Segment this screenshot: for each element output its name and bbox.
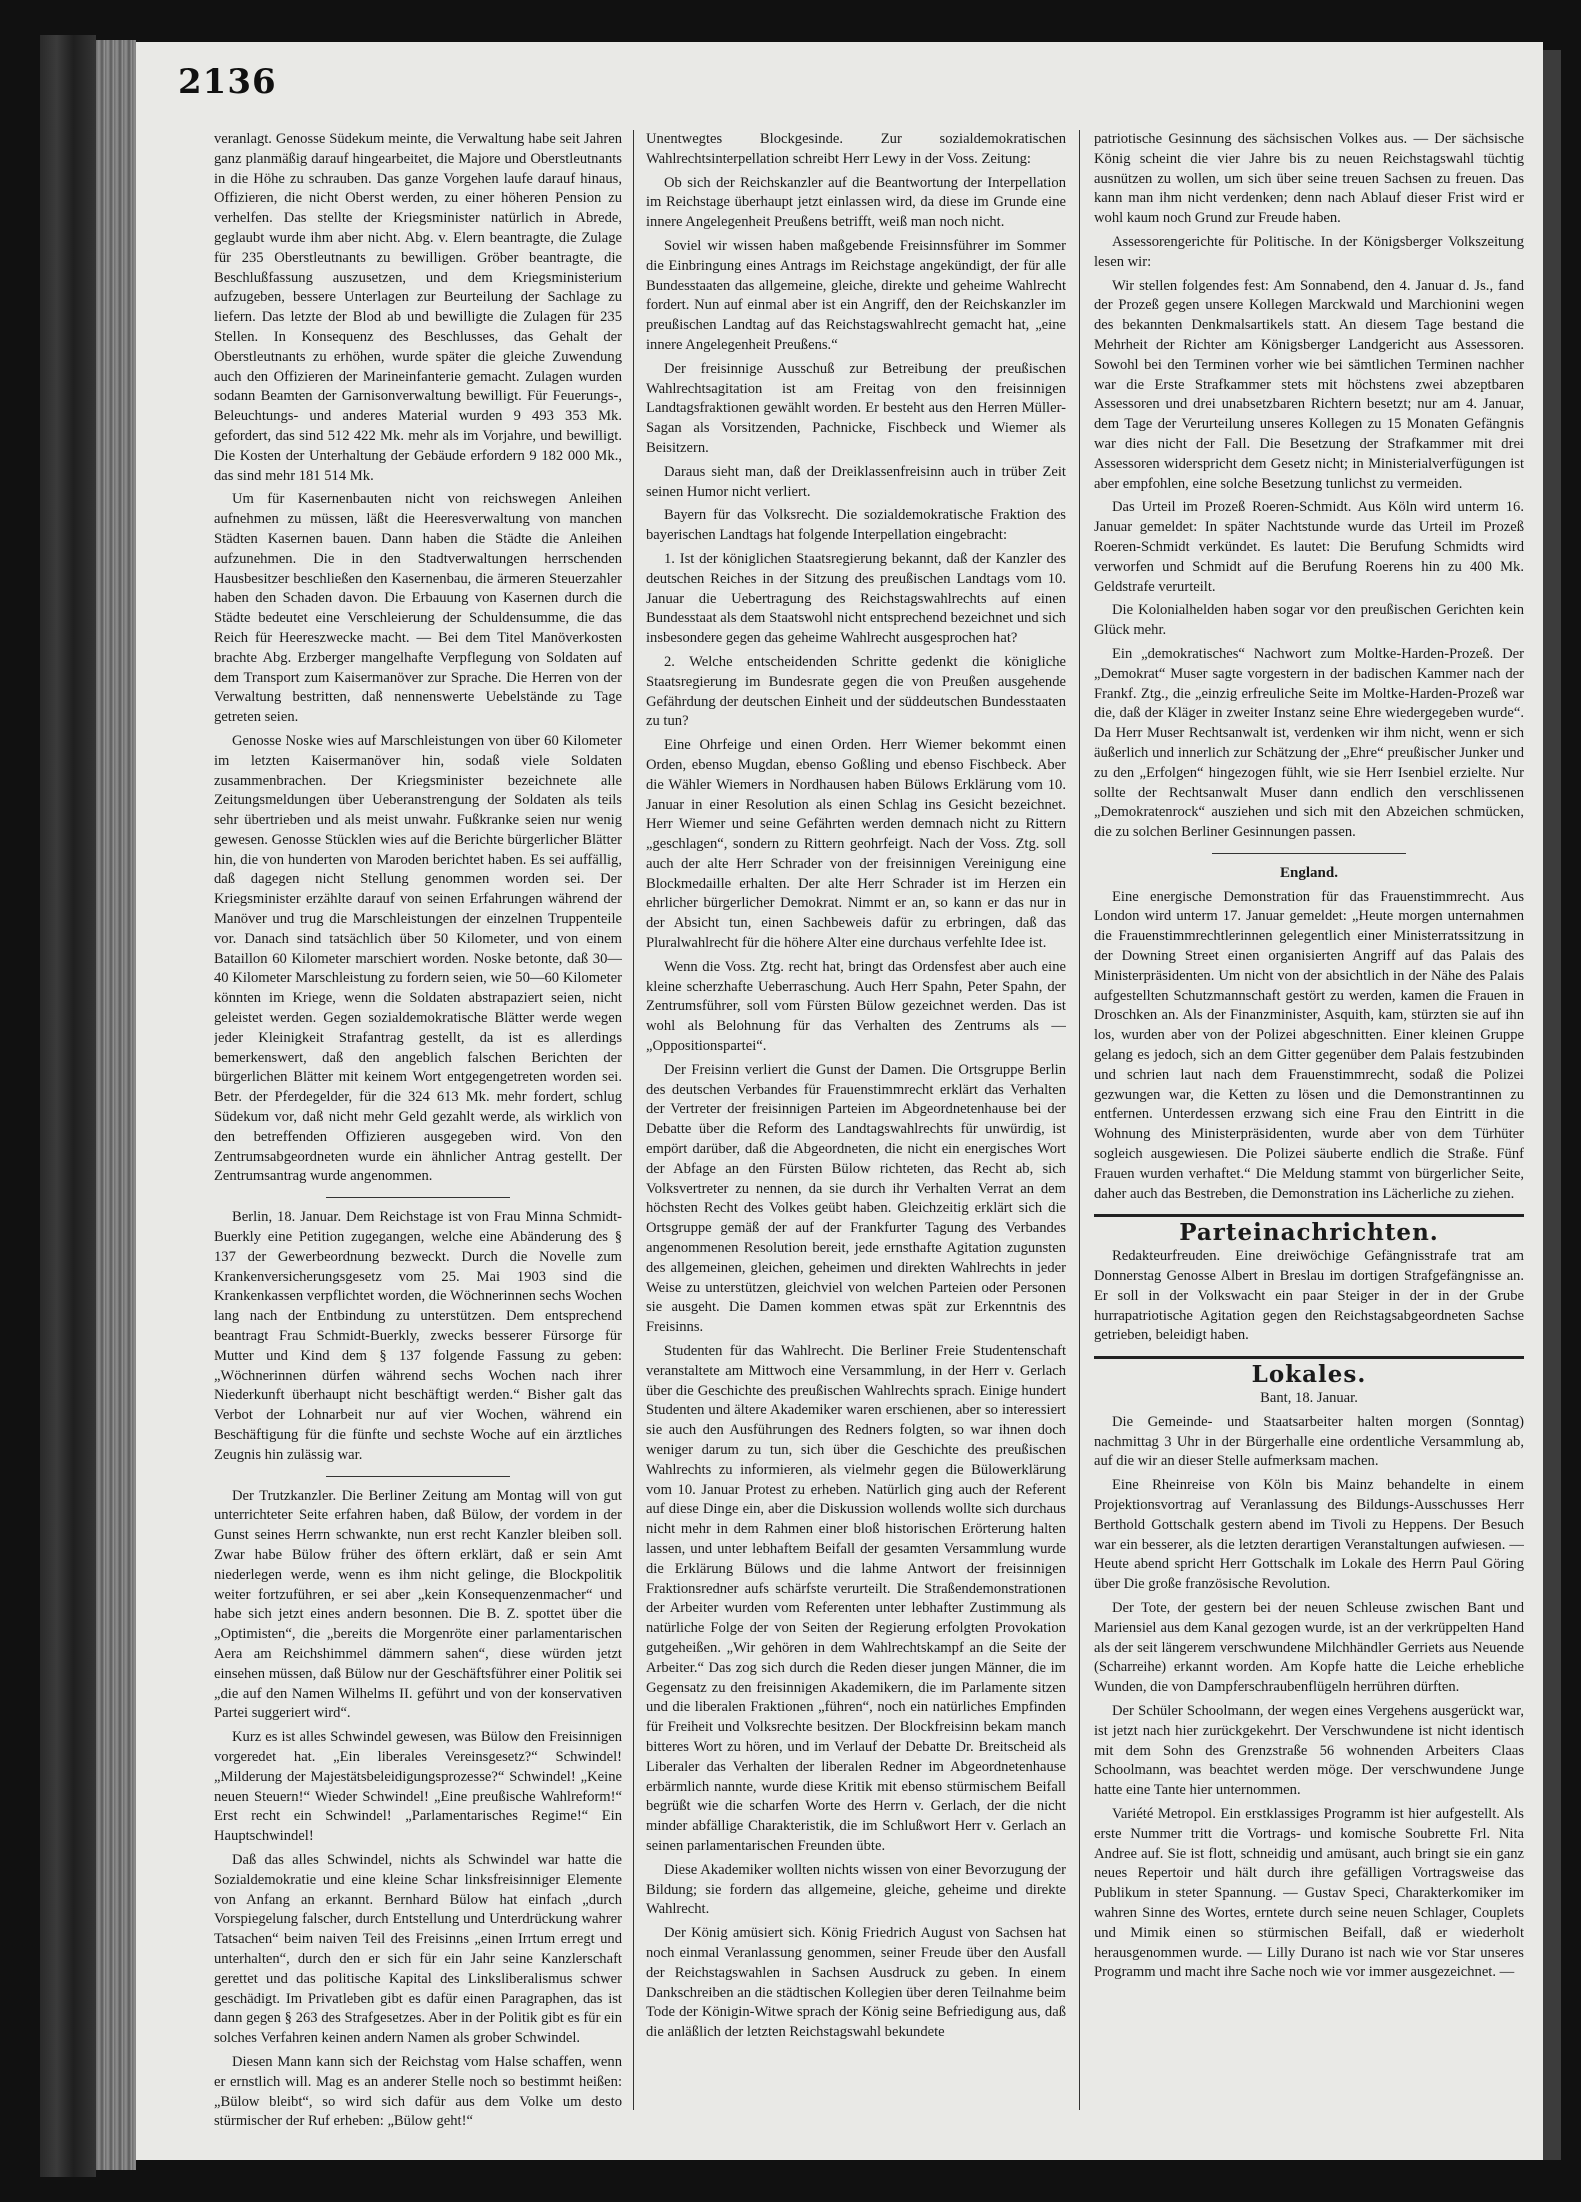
column-2 xyxy=(646,130,1066,2140)
article-text: Eine Ohrfeige und einen Orden. Herr Wiemer bekommt einen Orden, ebenso Mugdan, ebenso Goßling und ebenso Fischbeck. Aber die Wähler Wiemers in Nordhausen haben Bülows Erklärung vom 10. Januar in einer Resolution als einen Schlag ins Gesicht bezeichnet. Herr Wiemer und seine Gefährten werden demnach nicht zu Rittern „geschlagen“, sondern zu Rittern geohrfeigt. Nach der Voss. Ztg. soll auch der alte Herr Schrader von der freisinnigen Vereinigung eine Blockmedaille erhalten. Der alte Herr Schrader ist im Herzen ein ehrlicher bürgerlicher Demokrat. Nimmt er an, so kann er das nur in der Absicht tun, einen Sachbeweis dafür zu erbringen, daß das Pluralwahlrecht für die höhere Alter eine durchaus verfehlte Idee ist. xyxy=(646,737,1066,952)
article-text: Das Urteil im Prozeß Roeren-Schmidt. Aus Köln wird unterm 16. Januar gemeldet: In später Nachtstunde wurde das Urteil im Prozeß Roeren-Schmidt verkündet. Es lautet: Die Berufung Schmidts wird verworfen und Schmidt auf die Berufung Roerens hin zu 400 Mk. Geldstrafe verurteilt. xyxy=(1094,499,1524,595)
article-text: Berlin, 18. Januar. Dem Reichstage ist von Frau Minna Schmidt-Buerkly eine Petition zugegangen, welche eine Abänderung des § 137 der Gewerbeordnung bezweckt. Durch die Novelle zum Krankenversicherungsgesetz vom 25. Mai 1903 sind die Krankenkassen verpflichtet worden, die Wöchnerinnen sechs Wochen lang nach der Entbindung zu unterstützen. Dem entsprechend beantragt Frau Schmidt-Buerkly, zwecks besserer Fürsorge für Mutter und Kind dem § 137 folgende Fassung zu geben: „Wöchnerinnen dürfen während sechs Wochen nach ihrer Niederkunft überhaupt nicht beschäftigt werden.“ Bisher galt das Verbot der Lohnarbeit nur auf vier Wochen, während ein Beschäftigung für die fünfte und sechste Woche auf ein ärztliches Zeugnis hin zulässig war. xyxy=(214,1209,622,1463)
article-text: 2. Welche entscheidenden Schritte gedenkt die königliche Staatsregierung im Bundesrate gegen die von Preußen ausgehende Gefährdung der deutschen Einheit und der süddeutschen Bundesstaaten zu tun? xyxy=(646,653,1066,730)
article-text: Kurz es ist alles Schwindel gewesen, was Bülow den Freisinnigen vorgeredet hat. „Ein liberales Vereinsgesetz?“ Schwindel! „Milderung der Majestätsbeleidigungsprozesse?“ Schwindel! „Keine neuen Steuern!“ Wieder Schwindel! „Eine preußische Wahlreform!“ Erst recht ein Schwindel! „Parlamentarisches Regime!“ Ein Hauptschwindel! xyxy=(214,1729,622,1845)
article-text: Ein „demokratisches“ Nachwort zum Moltke-Harden-Prozeß. Der „Demokrat“ Muser sagte vorgestern in der badischen Kammer nach der Frankf. Ztg., die „einzig erfreuliche Seite im Moltke-Harden-Prozeß war die, daß der Kläger in zweiter Instanz seine Ehre wiedergegeben wurde“. Da Herr Muser Rechtsanwalt ist, verdenken wir ihm nicht, wenn er sich äußerlich und innerlich zur Schätzung der „Ehre“ preußischer Junker und zu den „Erfolgen“ hingezogen fühlt, wie sie Herr Isenbiel erzielte. Nur sollte der Rechtsanwalt Muser dann endlich den verschlissenen „Demokratenrock“ ausziehen und sich mit den Abzeichen schmücken, die zu solchen Berliner Gesinnungen passen. xyxy=(1094,645,1524,841)
article-text: Der freisinnige Ausschuß zur Betreibung der preußischen Wahlrechtsagitation ist am Freitag von den freisinnigen Landtagsfraktionen gewählt worden. Er besteht aus den Herren Müller-Sagan als Vorsitzenden, Pachnicke, Fischbeck und Wiemer als Beisitzern. xyxy=(646,360,1066,456)
section-rule xyxy=(1094,1356,1524,1359)
article-text: Daraus sieht man, daß der Dreiklassenfreisinn auch in trüber Zeit seinen Humor nicht verliert. xyxy=(646,463,1066,500)
page-number: 2136 xyxy=(178,62,277,102)
article-text: Der König amüsiert sich. König Friedrich August von Sachsen hat noch einmal Veranlassung genommen, seiner Freude über den Ausfall der Reichstagswahlen in Sachsen Ausdruck zu geben. In einem Dankschreiben an die städtischen Kollegien über deren Teilnahme beim Tode der Königin-Witwe sprach der König seine Befriedigung aus, daß die anläßlich der letzten Reichstagswahl bekundete xyxy=(646,1925,1066,2041)
section-heading-parteinachrichten: Parteinachrichten. xyxy=(1179,1219,1439,1247)
section-heading-lokales: Lokales. xyxy=(1251,1361,1367,1389)
column-1 xyxy=(214,130,622,2140)
article-text: Wir stellen folgendes fest: Am Sonnabend, den 4. Januar d. Js., fand der Prozeß gegen unsere Kollegen Marckwald und Marchionini wegen des bekannten Denkmalsartikels statt. An diesem Tage bestand die Mehrheit der Richter am Königsberger Landgericht aus Assessoren. Sowohl bei den Terminen vorher wie bei sämtlichen Terminen nachher war die Erste Strafkammer stets mit höchstens zwei abzeptbaren Assessoren und drei unabsetzbaren Richtern besetzt; nur am 4. Januar, dem Tage der Verurteilung unseres Kollegen zu 15 Monaten Gefängnis war dies nicht der Fall. Die Besetzung der Strafkammer mit drei Assessoren widerspricht dem Gesetz nicht; in Ministerialverfügungen ist aber empfohlen, eine solche Besetzung tunlichst zu vermeiden. xyxy=(1094,277,1524,492)
article-text: Variété Metropol. Ein erstklassiges Programm ist hier aufgestellt. Als erste Nummer tritt die Vortrags- und komische Soubrette Frl. Nita Andree auf. Sie ist flott, schneidig und amüsant, auch bringt sie ein ganz neues Repertoir und hält durch ihre gefälligen Vortragsweise das Publikum in steter Spannung. — Gustav Speci, Charakterkomiker im wahren Sinne des Wortes, erntete durch seine neuen Schlager, Couplets und Mimik einen so stürmischen Beifall, daß er wiederholt herausgenommen wurde. — Lilly Durano ist nach wie vor Star unseres Programm und macht ihre Sache noch wie vor immer ausgezeichnet. — xyxy=(1094,1805,1524,1981)
article-text: Eine Rheinreise von Köln bis Mainz behandelte in einem Projektionsvortrag auf Veranlassung des Bildungs-Ausschusses Herr Berthold Gottschalk gestern abend im Tivoli zu Heppens. Der Besuch war ein besserer, als die letzten derartigen Veranstaltungen aufwiesen. — Heute abend spricht Herr Gottschalk im Lokale des Herrn Paul Göring über Die große französische Revolution. xyxy=(1094,1477,1524,1593)
article-text: Genosse Noske wies auf Marschleistungen von über 60 Kilometer im letzten Kaisermanöver hin, sodaß viele Soldaten zusammenbrachen. Der Kriegsminister bezeichnete alle Zeitungsmeldungen über Ueberanstrengung der Soldaten als teils sehr übertrieben und als meist unwahr. Fußkranke seien nur wenig gewesen. Genosse Stücklen wies auf die Berichte bürgerlicher Blätter hin, die von hunderten von Maroden berichtet haben. Es sei auffällig, daß dagegen nicht Stellung genommen worden sei. Der Kriegsminister erzählte darauf von seinen Erfahrungen während der Manöver und trug die Marschleistungen der einzelnen Truppenteile vor. Danach sind tatsächlich über 50 Kilometer, und von einem Bataillon 60 Kilometer marschiert worden. Noske betonte, daß 30—40 Kilometer Marschleistung zu fordern seien, wie 50—60 Kilometer könnten im Kriege, wenn die Soldaten abstrapaziert seien, nicht geleistet werden. Gegen sozialdemokratische Blätter werde wegen jeder Kleinigkeit Strafantrag gestellt, da ist es allerdings bemerkenswert, daß den angeblich falschen Berichten der bürgerlichen Blätter mit keinem Wort entgegengetreten worden sei. Betr. der Pferdegelder, für die 324 613 Mk. mehr fordert, schlug Südekum vor, daß nicht mehr Geld gezahlt werde, als wirklich von den betreffenden Offizieren ausgegeben wird. Von den Zentrumsabgeordneten wurde ein ähnlicher Antrag gestellt. Der Zentrumsantrag wurde angenommen. xyxy=(214,732,622,1185)
article-text: 1. Ist der königlichen Staatsregierung bekannt, daß der Kanzler des deutschen Reiches in der Sitzung des preußischen Landtags vom 10. Januar die Uebertragung des Reichstagswahlrechts auf einen Bundesstaat als dem Staatswohl nicht entsprechend bezeichnet und sich insbesondere gegen das geheime Wahlrecht ausgesprochen hat? xyxy=(646,550,1066,647)
article-text: Studenten für das Wahlrecht. Die Berliner Freie Studentenschaft veranstaltete am Mittwoch eine Versammlung, in der Herr v. Gerlach über die Geschichte des preußischen Wahlrechts sprach. Einige hundert Studenten und ältere Akademiker waren erschienen, aber so interessiert sie auch den Ausführungen des Redners folgten, so war ihnen doch weniger darum zu tun, sich über die Geschichte des preußischen Wahlrechts zu informieren, als vielmehr gegen die Bülowerklärung vom 10. Januar Protest zu erheben. Natürlich ging auch der Referent auf diese Dinge ein, aber die Diskussion wollends wollte sich durchaus nicht mehr in dem Rahmen einer bloß historischen Erörterung halten lassen, und unter lebhaftem Beifall der gesamten Versammlung wurde die Erklärung Bülows und die lahme Antwort der freisinnigen Fraktionsredner aufs schärfste verurteilt. Die Straßendemonstrationen der Arbeiter wurden vom Referenten unter lebhafter Zustimmung als natürliche Folge der von Seiten der Regierung erfolgten Provokation gutgeheißen. „Wir gehören in dem Wahlrechtskampf an die Seite der Arbeiter.“ Das zog sich durch die Reden dieser jungen Männer, die im Gegensatz zu den freisinnigen Akademikern, die im Parlamente sitzen und die liberalen Fraktionen „führen“, noch ein natürliches Empfinden für Freiheit und Volksrechte besitzen. Der Blockfreisinn bekam manch bitteres Wort zu hören, und im Verlauf der Debatte Dr. Breitscheid als Liberaler das Verhalten der liberalen Redner im Abgeordnetenhause erbärmlich nannte, wurde diese Kritik mit ebenso stürmischem Beifall begrüßt wie die scharfen Worte des Herrn v. Gerlach, der die nicht minder abfällige Charakteristik, die im Schlußwort Herr v. Gerlach an seinen parlamentarischen Freunden übte. xyxy=(646,1343,1066,1854)
article-text: Die Gemeinde- und Staatsarbeiter halten morgen (Sonntag) nachmittag 3 Uhr in der Bürgerhalle eine ordentliche Versammlung ab, auf die wir an dieser Stelle aufmerksam machen. xyxy=(1094,1413,1524,1470)
article-text: Diese Akademiker wollten nichts wissen von einer Bevorzugung der Bildung; sie fordern das allgemeine, gleiche, geheime und direkte Wahlrecht. xyxy=(646,1861,1066,1918)
article-text: Wenn die Voss. Ztg. recht hat, bringt das Ordensfest aber auch eine kleine scherzhafte Ueberraschung. Auch Herr Spahn, Peter Spahn, der Zentrumsführer, soll vom Fürsten Bülow gezeichnet werden. Das ist wohl als Belohnung für das Verhalten des Zentrums als — „Oppositionspartei“. xyxy=(646,958,1066,1055)
article-text: Daß das alles Schwindel, nichts als Schwindel war hatte die Sozialdemokratie und eine kleine Schar linksfreisinniger Elemente von Anfang an erkannt. Bernhard Bülow hat einfach „durch Vorspiegelung falscher, durch Entstellung und Unterdrückung wahrer Tatsachen“ beim naiven Teil des Freisinns „einen Irrtum erregt und unterhalten“, durch den er sich für ein Jahr seine Kanzlerschaft gerettet und das politische Kapital des Linksliberalismus schwer geschädigt. Im Privatleben gibt es dafür einen Paragraphen, das ist dann gegen § 263 des Strafgesetzes. Aber in der Politik gibt es für ein solches Verfahren keinen andern Namen als grober Schwindel. xyxy=(214,1851,622,2047)
article-text: Diesen Mann kann sich der Reichstag vom Halse schaffen, wenn er ernstlich will. Mag es an anderer Stelle noch so bestimmt heißen: „Bülow bleibt“, so wird sich dafür aus dem Volke um desto stürmischer der Ruf erheben: „Bülow geht!“ xyxy=(214,2053,622,2130)
article-separator xyxy=(326,1476,510,1477)
page-stack-edge xyxy=(96,40,136,2170)
article-text: Der Trutzkanzler. Die Berliner Zeitung am Montag will von gut unterrichteter Seite erfahren haben, daß Bülow, der vordem in der Gunst seines Herrn schwankte, nun erst recht Kanzler bleiben soll. Zwar habe Bülow früher des öftern erklärt, daß er sein Amt niederlegen werde, wenn es ihm nicht gelinge, die Blockpolitik weiter fortzuführen, er sei aber „kein Konsequenzenmacher“ und habe sich jetzt eines andern besonnen. Die B. Z. spottet über die „Optimisten“, die „bereits die Morgenröte einer parlamentarischen Aera am Reichshimmel dämmern sahen“, diese würden jetzt einsehen müssen, daß Bülow nur der Geschäftsführer einer Politik sei „die auf den Namen Wilhelms II. geführt und von der konservativen Partei suggeriert wird“. xyxy=(214,1487,622,1722)
newspaper-page xyxy=(136,42,1543,2160)
article-text: patriotische Gesinnung des sächsischen Volkes aus. — Der sächsische König scheint die vier Jahre bis zu neuen Reichstagswahl tüchtig ausnützen zu wollen, um sich über seine treuen Sachsen zu freuen. Das kann man ihm nicht verdenken; denn nach Ablauf dieser Frist wird er wohl kaum noch Grund zur Freude haben. xyxy=(1094,131,1524,227)
article-text: Bayern für das Volksrecht. Die sozialdemokratische Fraktion des bayerischen Landtags hat folgende Interpellation eingebracht: xyxy=(646,507,1066,544)
article-text: Der Tote, der gestern bei der neuen Schleuse zwischen Bant und Mariensiel aus dem Kanal gezogen wurde, ist an der verkrüppelten Hand als der seit längerem verschwundene Milchhändler Gerriets aus Neuende (Scharreihe) erkannt worden. Am Kopfe hatte die Leiche erhebliche Wunden, die von Dampferschraubenflügeln herrühren dürften. xyxy=(1094,1599,1524,1696)
column-rule-1 xyxy=(633,130,634,2110)
dateline: Bant, 18. Januar. xyxy=(1260,1390,1358,1407)
column-3 xyxy=(1094,130,1524,2140)
article-text: Soviel wir wissen haben maßgebende Freisinnsführer im Sommer die Einbringung eines Antrags im Reichstage angekündigt, der für alle Bundesstaaten das allgemeine, gleiche, direkte und geheime Wahlrecht fordert. Nun auf einmal aber ist ein Angriff, den der Reichskanzler im preußischen Landtag auf das Reichstagswahlrecht gemacht hat, „eine innere Angelegenheit Preußens.“ xyxy=(646,237,1066,353)
article-text: Ob sich der Reichskanzler auf die Beantwortung der Interpellation im Reichstage überhaupt jetzt einlassen wird, da diese im Grunde eine innere Angelegenheit Preußens betrifft, weiß man noch nicht. xyxy=(646,174,1066,231)
article-text: Eine energische Demonstration für das Frauenstimmrecht. Aus London wird unterm 17. Januar gemeldet: „Heute morgen unternahmen die Frauenstimmrechtlerinnen gelegentlich einer Ministerratssitzung in der Downing Street einen organisierten Angriff auf das Palais des Ministerpräsidenten. Um nicht von der absichtlich in der Nähe des Palais aufgestellten Schutzmannschaft gestört zu werden, kamen die Frauen in Droschken an. Als der Finanzminister, Asquith, kam, stürzten sie auf ihn los, wurden aber von der Polizei abgeschnitten. Einer kleinen Gruppe gelang es jedoch, sich an dem Gitter gegenüber dem Palais festzubinden und schrien laut nach dem Frauenstimmrecht, sodaß die Polizei gezwungen war, die Ketten zu lösen und die Demonstrantinnen zu entfernen. Unterdessen erzwang sich eine Frau den Eintritt in die Wohnung des Ministerpräsidenten, wurde aber von dem Türhüter sogleich ausgewiesen. Die Polizei säuberte endlich die Straße. Fünf Frauen wurden verhaftet.“ Die Meldung stammt von bürgerlicher Seite, daher auch das Bestreben, die Demonstration ins Lächerliche zu ziehen. xyxy=(1094,888,1524,1202)
section-heading-england: England. xyxy=(1280,864,1338,881)
article-separator xyxy=(1212,853,1406,854)
article-text: Der Freisinn verliert die Gunst der Damen. Die Ortsgruppe Berlin des deutschen Verbandes für Frauenstimmrecht erklärt das Verhalten der Vertreter der freisinnigen Parteien im Abgeordnetenhause bei der Debatte über die Reform des Landtagswahlrechts für unwürdig, ist empört darüber, daß die Abgeordneten, die nicht ein energisches Wort der Abfage an den Fürsten Bülow richteten, das Recht ab, sich Volksvertreter zu nennen, da sie durch ihr Verhalten Verrat an dem höchsten Recht des Volkes geübt haben. Gleichzeitig erklärt sich die Ortsgruppe gemäß der auf der Frankfurter Tagung des Verbandes angenommenen Resolution bereit, jede ernsthafte Agitation zugunsten des allgemeinen, gleichen, geheimen und direkten Wahlrechts in jeder Weise zu unterstützen, gleichviel von welchen Parteien oder Personen sie ausgeht. Die Damen kommen etwas spät zur Erkenntnis des Freisinns. xyxy=(646,1061,1066,1336)
right-dark-strip xyxy=(1543,50,1561,2160)
section-rule xyxy=(1094,1214,1524,1217)
article-text: Redakteurfreuden. Eine dreiwöchige Gefängnisstrafe trat am Donnerstag Genosse Albert in Breslau im dortigen Strafgefängnisse an. Er soll in der Volkswacht ein paar Steiger in der in der Grube hurrapatriotische Agitation gegen den Reichstagsabgeordneten Sachse getrieben, beleidigt haben. xyxy=(1094,1248,1524,1344)
book-binding xyxy=(40,35,96,2177)
article-text: veranlagt. Genosse Südekum meinte, die Verwaltung habe seit Jahren ganz planmäßig darauf hingearbeitet, die Majore und Oberstleutnants in die Höhe zu schrauben. Das ganze Vorgehen laufe darauf hinaus, Offizieren, die nicht Oberst werden, zu einer höheren Pension zu verhelfen. Das stellte der Kriegsminister natürlich in Abrede, geglaubt wurde ihm aber nicht. Abg. v. Elern beantragte, die Zulage für 235 Oberstleutnants zu bewilligen. Gröber beantragte, die Beschlußfassung auszusetzen, und dem Kriegsministerium aufzugeben, bessere Unterlagen zur Beurteilung der Sachlage zu liefern. Das letzte der Blod ab und bewilligte die Zulagen für 235 Stellen. In Konsequenz des Beschlusses, das Gehalt der Oberstleutnants zu erhöhen, wurde später die gleiche Zuwendung auch den Offizieren der Marineinfanterie gemacht. Zulagen wurden sodann Beamten der Garnisonverwaltung bewilligt. Für Feuerungs-, Beleuchtungs- und anderes Material wurden 9 493 353 Mk. gefordert, das sind 512 422 Mk. mehr als im Vorjahre, und bewilligt. Die Kosten der Unterhaltung der Gebäude erfordern 9 182 000 Mk., das sind mehr 181 514 Mk. xyxy=(214,131,622,484)
article-separator xyxy=(326,1197,510,1198)
column-rule-2 xyxy=(1079,130,1080,2110)
article-text: Um für Kasernenbauten nicht von reichswegen Anleihen aufnehmen zu müssen, läßt die Heeresverwaltung von manchen Städten Kasernen bauen. Dann haben die Städte die Anleihen aufzunehmen. Die in den Stadtverwaltungen herrschenden Hausbesitzer beschließen den Kasernenbau, die ärmeren Steuerzahler haben den Schaden davon. Die Erbauung von Kasernen durch die Städte bedeutet eine Verschleierung der Schuldensumme, die das Reich für Heereszwecke macht. — Bei dem Titel Manöverkosten brachte Abg. Erzberger mangelhafte Verpflegung von Soldaten auf dem Transport zum Kaisermanöver zur Sprache. Die Herren von der Verwaltung bestritten, daß nennenswerte Uebelstände zu Tage getreten seien. xyxy=(214,491,622,726)
article-text: Der Schüler Schoolmann, der wegen eines Vergehens ausgerückt war, ist jetzt nach hier zurückgekehrt. Der Verschwundene ist nicht identisch mit dem Sohn des Grenzstraße 56 wohnenden Arbeiters Claas Schoolmann, was beachtet werden möge. Der verschwundene Junge hatte eine Tante hier unternommen. xyxy=(1094,1702,1524,1799)
article-text: Die Kolonialhelden haben sogar vor den preußischen Gerichten kein Glück mehr. xyxy=(1094,602,1524,639)
article-text: Unentwegtes Blockgesinde. Zur sozialdemokratischen Wahlrechtsinterpellation schreibt Herr Lewy in der Voss. Zeitung: xyxy=(646,131,1066,167)
article-text: Assessorengerichte für Politische. In der Königsberger Volkszeitung lesen wir: xyxy=(1094,233,1524,270)
